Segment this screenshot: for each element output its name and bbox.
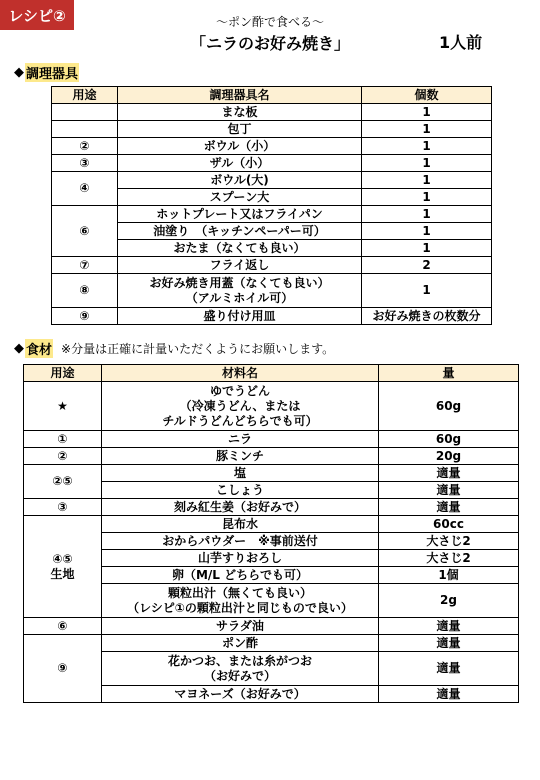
- use-cell: ④: [52, 172, 118, 206]
- qty-cell: 適量: [379, 465, 519, 482]
- equipment-table: [51, 86, 492, 325]
- table-row: [52, 189, 492, 206]
- qty-cell: 適量: [379, 686, 519, 703]
- name-cell: 卵（M/L どちらでも可）: [102, 567, 379, 584]
- qty-cell: 適量: [379, 482, 519, 499]
- qty-cell: 適量: [379, 499, 519, 516]
- use-cell: ⑥: [24, 618, 102, 635]
- name-cell: おたま（なくても良い）: [118, 240, 362, 257]
- use-cell: ⑨: [24, 635, 102, 703]
- qty-cell: 2g: [379, 584, 519, 618]
- table-row: [52, 172, 492, 189]
- name-cell: スプーン大: [118, 189, 362, 206]
- name-cell: 花かつお、または糸がつお （お好みで）: [102, 652, 379, 686]
- name-cell: ホットプレート又はフライパン: [118, 206, 362, 223]
- qty-cell: 20g: [379, 448, 519, 465]
- table-row: [24, 465, 519, 482]
- qty-cell: 1: [362, 104, 492, 121]
- table-row: [52, 308, 492, 325]
- recipe-subtitle: ～ポン酢で食べる～: [215, 15, 324, 29]
- table-row: [52, 121, 492, 138]
- use-cell: ★: [24, 382, 102, 431]
- servings: 1人前: [439, 33, 483, 52]
- name-cell: 刻み紅生姜（お好みで）: [102, 499, 379, 516]
- measurement-note: ※分量は正確に計量いただくようにお願いします。: [61, 342, 335, 356]
- name-cell: 豚ミンチ: [102, 448, 379, 465]
- table-row: [52, 155, 492, 172]
- qty-cell: 1: [362, 240, 492, 257]
- col-header-qty: 個数: [362, 87, 492, 104]
- use-cell: ⑥: [52, 206, 118, 257]
- qty-cell: 1: [362, 189, 492, 206]
- table-row: [52, 223, 492, 240]
- name-cell: 包丁: [118, 121, 362, 138]
- name-cell: サラダ油: [102, 618, 379, 635]
- qty-cell: 1: [362, 121, 492, 138]
- use-cell: ⑨: [52, 308, 118, 325]
- col-header-name: 調理器具名: [118, 87, 362, 104]
- name-cell: おからパウダー ※事前送付: [102, 533, 379, 550]
- ingredients-heading: [14, 339, 334, 358]
- qty-cell: 1個: [379, 567, 519, 584]
- name-cell: ニラ: [102, 431, 379, 448]
- name-cell: 山芋すりおろし: [102, 550, 379, 567]
- use-cell: [52, 104, 118, 121]
- table-row: [52, 206, 492, 223]
- name-cell: こしょう: [102, 482, 379, 499]
- use-cell: ②: [24, 448, 102, 465]
- table-row: [24, 431, 519, 448]
- table-row: [52, 240, 492, 257]
- name-cell: お好み焼き用蓋（なくても良い） （アルミホイル可）: [118, 274, 362, 308]
- use-cell: ⑦: [52, 257, 118, 274]
- name-cell: ザル（小）: [118, 155, 362, 172]
- name-cell: フライ返し: [118, 257, 362, 274]
- use-cell: ③: [24, 499, 102, 516]
- table-row: [52, 138, 492, 155]
- recipe-badge: レシピ②: [0, 0, 74, 30]
- ingredients-heading-label: 食材: [25, 339, 53, 358]
- name-cell: ボウル（小）: [118, 138, 362, 155]
- qty-cell: 60cc: [379, 516, 519, 533]
- col-header-name: 材料名: [102, 365, 379, 382]
- name-cell: マヨネーズ（お好みで）: [102, 686, 379, 703]
- use-cell: ④⑤ 生地: [24, 516, 102, 618]
- table-row: [52, 274, 492, 308]
- qty-cell: 60g: [379, 431, 519, 448]
- col-header-use: 用途: [24, 365, 102, 382]
- name-cell: 顆粒出汁（無くても良い） （レシピ①の顆粒出汁と同じもので良い）: [102, 584, 379, 618]
- qty-cell: 60g: [379, 382, 519, 431]
- equipment-heading-label: 調理器具: [25, 63, 79, 82]
- table-row: [24, 516, 519, 533]
- recipe-title: 「ニラのお好み焼き」: [189, 34, 350, 53]
- use-cell: [52, 121, 118, 138]
- use-cell: ②: [52, 138, 118, 155]
- qty-cell: お好み焼きの枚数分: [362, 308, 492, 325]
- col-header-qty: 量: [379, 365, 519, 382]
- name-cell: 盛り付け用皿: [118, 308, 362, 325]
- qty-cell: 1: [362, 223, 492, 240]
- qty-cell: 適量: [379, 635, 519, 652]
- table-row: [52, 257, 492, 274]
- qty-cell: 大さじ2: [379, 550, 519, 567]
- table-row: [24, 618, 519, 635]
- ingredients-table: [23, 364, 519, 703]
- diamond-icon: ◆: [14, 341, 24, 356]
- table-row: [24, 448, 519, 465]
- diamond-icon: ◆: [14, 65, 24, 80]
- qty-cell: 2: [362, 257, 492, 274]
- col-header-use: 用途: [52, 87, 118, 104]
- name-cell: 油塗り （キッチンペーパー可）: [118, 223, 362, 240]
- use-cell: ⑧: [52, 274, 118, 308]
- name-cell: ゆでうどん （冷凍うどん、または チルドうどんどちらでも可）: [102, 382, 379, 431]
- qty-cell: 適量: [379, 652, 519, 686]
- name-cell: まな板: [118, 104, 362, 121]
- table-row: [24, 499, 519, 516]
- qty-cell: 1: [362, 155, 492, 172]
- table-row: [24, 635, 519, 652]
- equipment-heading: [14, 63, 79, 82]
- qty-cell: 1: [362, 206, 492, 223]
- qty-cell: 適量: [379, 618, 519, 635]
- qty-cell: 大さじ2: [379, 533, 519, 550]
- name-cell: 昆布水: [102, 516, 379, 533]
- use-cell: ①: [24, 431, 102, 448]
- name-cell: 塩: [102, 465, 379, 482]
- table-row: [52, 104, 492, 121]
- qty-cell: 1: [362, 172, 492, 189]
- table-row: [24, 382, 519, 431]
- use-cell: ②⑤: [24, 465, 102, 499]
- name-cell: ボウル(大): [118, 172, 362, 189]
- qty-cell: 1: [362, 138, 492, 155]
- name-cell: ポン酢: [102, 635, 379, 652]
- use-cell: ③: [52, 155, 118, 172]
- qty-cell: 1: [362, 274, 492, 308]
